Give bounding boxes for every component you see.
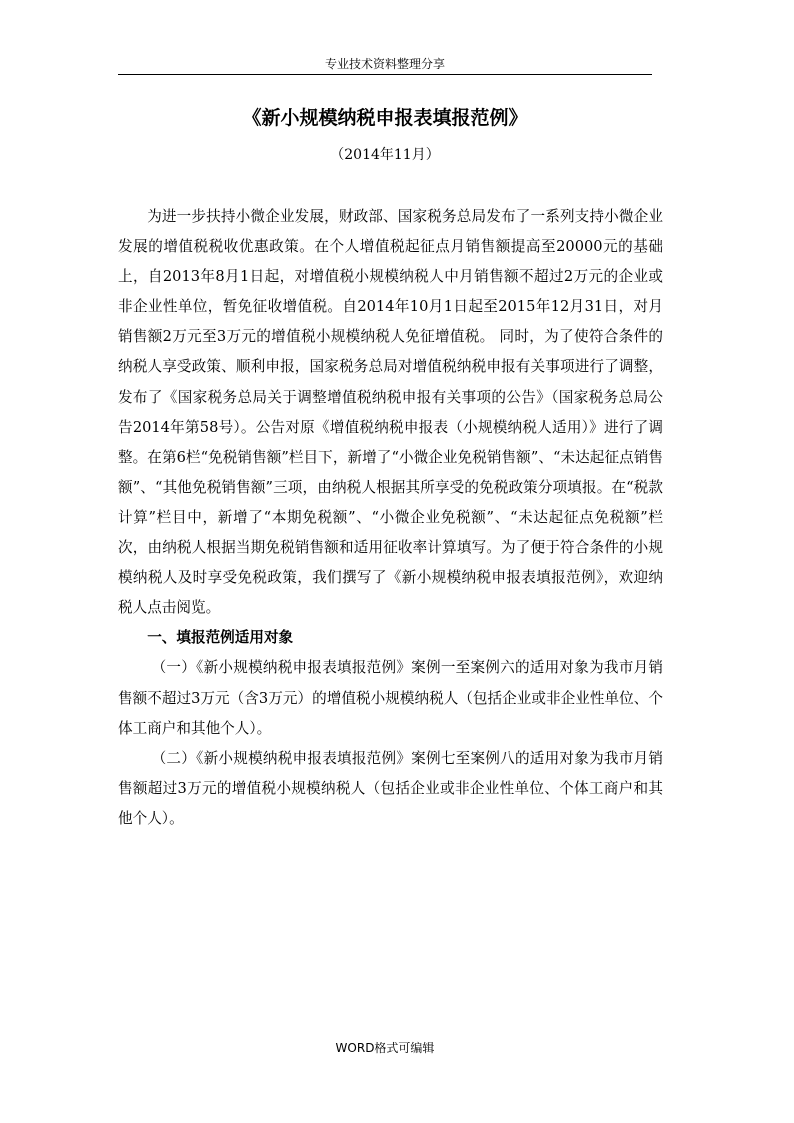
section-item-1: （一）《新小规模纳税申报表填报范例》案例一至案例六的适用对象为我市月销售额不超过3万元（含3万元）的增值税小规模纳税人（包括企业或非企业性单位、个体工商户和其他个人）。 bbox=[118, 659, 663, 737]
section-heading: 一、填报范例适用对象 bbox=[147, 629, 294, 647]
intro-paragraph: 为进一步扶持小微企业发展，财政部、国家税务总局发布了一系列支持小微企业发展的增值税税收优惠政策。在个人增值税起征点月销售额提高至20000元的基础上，自2013年8月1日起，对增值税小规模纳税人中月销售额不超过2万元的企业或非企业性单位，暂免征收增值税。自2014年10月1日起至2015年12月31日，对月销售额2万元至3万元的增值税小规模纳税人免征增值税。 同时，为了使符合条件的纳税人享受政策、顺利申报，国家税务总局对增值税纳税申报有关事项进行了调整，发布了《国家税务总局关于调整增值税纳税申报有关事项的公告》（国家税务总局公告2014年第58号）。公告对原《增值税纳税申报表（小规模纳税人适用）》进行了调整。在第6栏“免税销售额”栏目下，新增了“小微企业免税销售额”、“未达起征点销售额”、“其他免税销售额”三项，由纳税人根据其所享受的免税政策分项填报。在“税款计算”栏目中，新增了“本期免税额”、“小微企业免税额”、“未达起征点免税额”栏次，由纳税人根据当期免税销售额和适用征收率计算填写。为了便于符合条件的小规模纳税人及时享受免税政策，我们撰写了《新小规模纳税申报表填报范例》，欢迎纳税人点击阅览。 bbox=[118, 208, 663, 617]
page-footer: WORD格式可编辑 bbox=[335, 1041, 435, 1055]
header-divider bbox=[118, 74, 652, 75]
document-date: （2014年11月） bbox=[330, 147, 440, 163]
page-header: 专业技术资料整理分享 bbox=[324, 57, 445, 71]
document-body bbox=[118, 202, 663, 834]
section-item-2: （二）《新小规模纳税申报表填报范例》案例七至案例八的适用对象为我市月销售额超过3万元的增值税小规模纳税人（包括企业或非企业性单位、个体工商户和其他个人）。 bbox=[118, 749, 663, 827]
document-title: 《新小规模纳税申报表填报范例》 bbox=[242, 107, 528, 129]
